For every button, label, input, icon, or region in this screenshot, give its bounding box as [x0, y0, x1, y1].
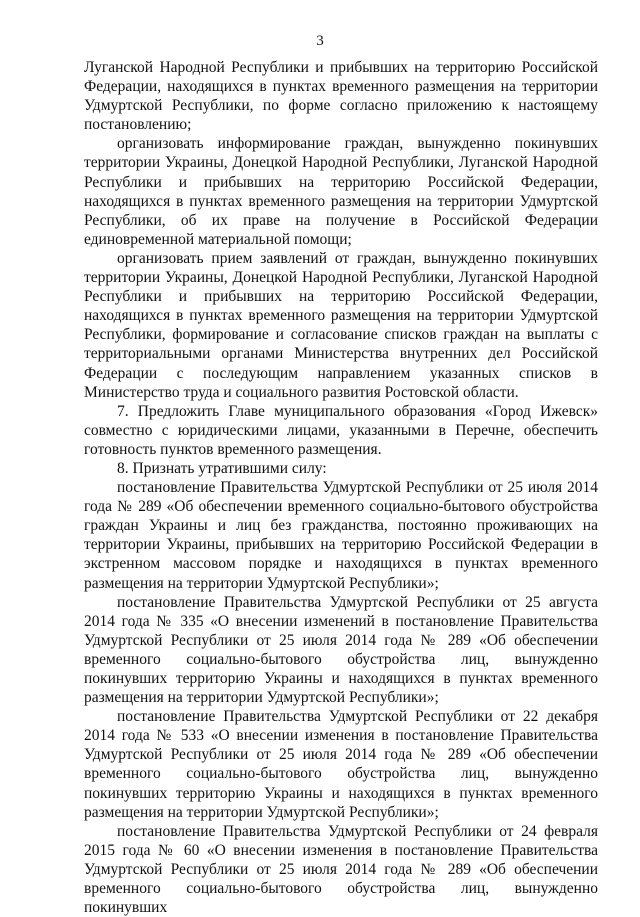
paragraph-item-7: 7. Предложить Главе муниципального образования «Город Ижевск» совместно с юридическими лицами, указанными в Перечне, обеспечить готовность пунктов временного размещения. — [84, 402, 598, 458]
paragraph-decree-533: постановление Правительства Удмуртской Республики от 22 декабря 2014 года № 533 «О внесении изменения в постановление Правительства Удмуртской Республики от 25 июля 2014 года № 289 «Об обеспечении временного социально-бытового обустройства лиц, вынужденно покинувших территорию Украины и находящихся в пунктах временного размещения на территории Удмуртской Республики»; — [84, 708, 598, 821]
page-number: 3 — [316, 33, 324, 49]
paragraph-continuation: Луганской Народной Республики и прибывших на территорию Российской Федерации, находящихся в пунктах временного размещения на территории Удмуртской Республики, по форме согласно приложению к настоящему постановлению; — [84, 59, 598, 134]
paragraph-decree-335: постановление Правительства Удмуртской Республики от 25 августа 2014 года № 335 «О внесении изменений в постановление Правительства Удмуртской Республики от 25 июля 2014 года № 289 «Об обеспечении временного социально-бытового обустройства лиц, вынужденно покинувших территорию Украины и находящихся в пунктах временного размещения на территории Удмуртской Республики»; — [84, 593, 598, 707]
paragraph-item-8: 8. Признать утратившими силу: — [117, 459, 327, 477]
paragraph-decree-289: постановление Правительства Удмуртской Республики от 25 июля 2014 года № 289 «Об обеспечении временного социально-бытового обустройства граждан Украины и лиц без гражданства, постоянно проживающих на территории Украины, прибывших на территорию Российской Федерации в экстренном массовом порядке и находящихся в пунктах временного размещения на территории Удмуртской Республики»; — [84, 479, 598, 592]
paragraph-receive-applications: организовать прием заявлений от граждан, вынужденно покинувших территории Украины, Донецкой Народной Республики, Луганской Народной Республики и прибывших на территорию Российской Федерации, находящихся в пунктах временного размещения на территории Удмуртской Республики, формирование и согласование списков граждан на выплаты с территориальными органами Министерства внутренних дел Российской Федерации с последующим направлением указанных списков в Министерство труда и социального развития Ростовской области. — [84, 249, 598, 401]
document-body — [84, 58, 598, 917]
paragraph-inform-citizens: организовать информирование граждан, вынужденно покинувших территории Украины, Донецкой Народной Республики, Луганской Народной Республики и прибывших на территорию Российской Федерации, находящихся в пунктах временного размещения на территории Удмуртской Республики, об их праве на получение в Российской Федерации единовременной материальной помощи; — [84, 135, 598, 248]
paragraph-decree-60: постановление Правительства Удмуртской Республики от 24 февраля 2015 года № 60 «О внесении изменения в постановление Правительства Удмуртской Республики от 25 июля 2014 года № 289 «Об обеспечении временного социально-бытового обустройства лиц, вынужденно покинувших — [84, 822, 598, 917]
